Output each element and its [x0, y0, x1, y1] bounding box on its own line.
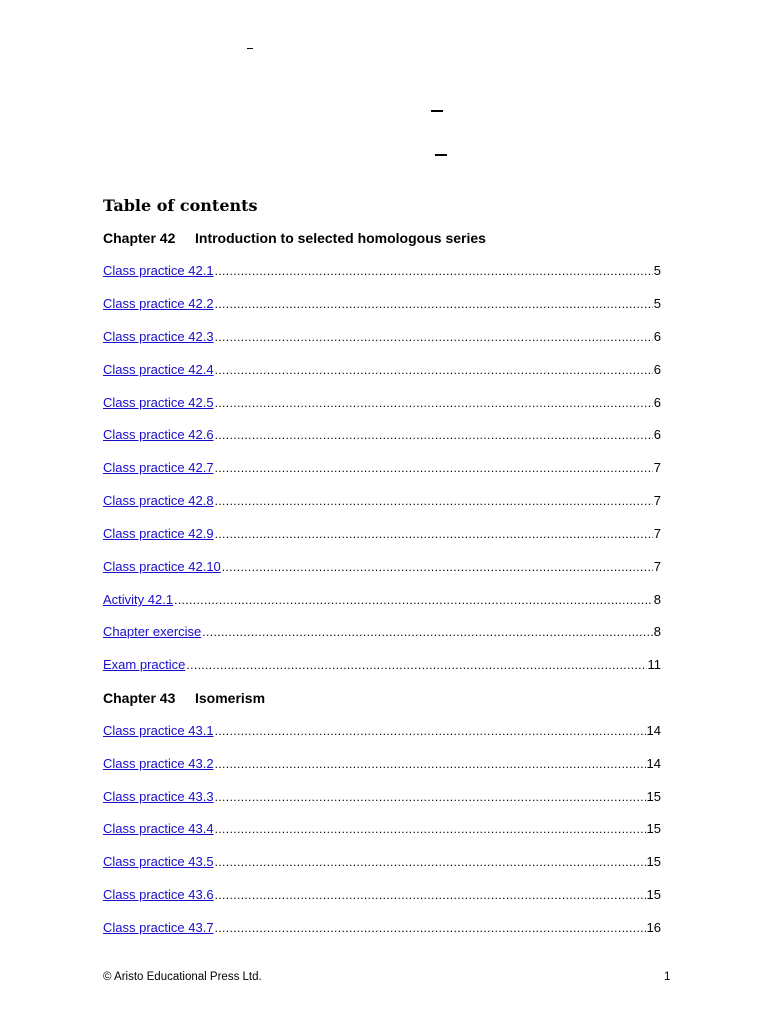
toc-link[interactable]: Class practice 42.2 [103, 296, 214, 311]
toc-entry [103, 723, 661, 741]
toc-title: Table of contents [103, 196, 258, 215]
footer-page-number: 1 [664, 971, 671, 983]
dot-leader [215, 757, 646, 771]
page-number: 7 [653, 526, 661, 541]
page-number: 8 [653, 624, 661, 639]
toc-entry [103, 592, 661, 610]
toc-entry [103, 296, 661, 314]
toc-entry [103, 920, 661, 938]
dot-leader [215, 297, 653, 311]
page-number: 7 [653, 460, 661, 475]
toc-entry [103, 460, 661, 478]
toc-entry [103, 821, 661, 839]
page-number: 6 [653, 427, 661, 442]
page-number: 6 [653, 329, 661, 344]
chapter-title: Introduction to selected homologous series [195, 230, 486, 246]
dot-leader [222, 560, 653, 574]
page-number: 6 [653, 362, 661, 377]
dot-leader [215, 461, 653, 475]
toc-link[interactable]: Class practice 42.7 [103, 460, 214, 475]
toc-link[interactable]: Class practice 42.4 [103, 362, 214, 377]
page-number: 8 [653, 592, 661, 607]
toc-entry [103, 395, 661, 413]
chapter-number: Chapter 43 [103, 690, 176, 706]
toc-link[interactable]: Class practice 42.6 [103, 427, 214, 442]
dot-leader [186, 658, 646, 672]
chapter-heading [103, 690, 265, 706]
footer-copyright: © Aristo Educational Press Ltd. [103, 971, 262, 983]
dot-leader [215, 921, 646, 935]
decorative-dash [435, 154, 447, 156]
dot-leader [202, 625, 652, 639]
dot-leader [215, 264, 653, 278]
toc-entry [103, 854, 661, 872]
decorative-dash [431, 110, 443, 112]
dot-leader [215, 790, 646, 804]
toc-entry [103, 526, 661, 544]
toc-link[interactable]: Class practice 43.5 [103, 854, 214, 869]
toc-entry [103, 493, 661, 511]
toc-entry [103, 263, 661, 281]
toc-link[interactable]: Chapter exercise [103, 624, 202, 639]
page-number: 16 [646, 920, 661, 935]
dot-leader [215, 494, 653, 508]
chapter-heading [103, 230, 486, 246]
toc-link[interactable]: Class practice 42.8 [103, 493, 214, 508]
toc-entry [103, 657, 661, 675]
toc-link[interactable]: Class practice 43.1 [103, 723, 214, 738]
toc-link[interactable]: Class practice 43.2 [103, 756, 214, 771]
toc-entry [103, 887, 661, 905]
toc-link[interactable]: Class practice 42.9 [103, 526, 214, 541]
page-number: 5 [653, 296, 661, 311]
toc-entry [103, 559, 661, 577]
page-number: 14 [646, 723, 661, 738]
dot-leader [215, 527, 653, 541]
chapter-title: Isomerism [195, 690, 266, 706]
toc-link[interactable]: Activity 42.1 [103, 592, 174, 607]
dot-leader [215, 888, 646, 902]
page-number: 7 [653, 493, 661, 508]
dot-leader [215, 396, 653, 410]
toc-link[interactable]: Class practice 43.6 [103, 887, 214, 902]
toc-link[interactable]: Class practice 42.5 [103, 395, 214, 410]
dot-leader [174, 593, 653, 607]
page-number: 15 [646, 854, 661, 869]
toc-link[interactable]: Class practice 42.1 [103, 263, 214, 278]
dot-leader [215, 855, 646, 869]
toc-link[interactable]: Class practice 42.10 [103, 559, 221, 574]
toc-entry [103, 362, 661, 380]
chapter-number: Chapter 42 [103, 230, 176, 246]
toc-entry [103, 329, 661, 347]
toc-link[interactable]: Exam practice [103, 657, 186, 672]
toc-link[interactable]: Class practice 43.3 [103, 789, 214, 804]
page-number: 15 [646, 789, 661, 804]
page-number: 15 [646, 821, 661, 836]
page-number: 6 [653, 395, 661, 410]
toc-link[interactable]: Class practice 43.7 [103, 920, 214, 935]
dot-leader [215, 363, 653, 377]
dot-leader [215, 330, 653, 344]
page-number: 15 [646, 887, 661, 902]
toc-entry [103, 756, 661, 774]
toc-entry [103, 427, 661, 445]
dot-leader [215, 724, 646, 738]
toc-entry [103, 789, 661, 807]
toc-entry [103, 624, 661, 642]
toc-link[interactable]: Class practice 43.4 [103, 821, 214, 836]
decorative-dash [247, 48, 253, 49]
page-number: 7 [653, 559, 661, 574]
page-number: 14 [646, 756, 661, 771]
page-number: 5 [653, 263, 661, 278]
page-number: 11 [647, 657, 661, 672]
dot-leader [215, 428, 653, 442]
dot-leader [215, 822, 646, 836]
toc-link[interactable]: Class practice 42.3 [103, 329, 214, 344]
